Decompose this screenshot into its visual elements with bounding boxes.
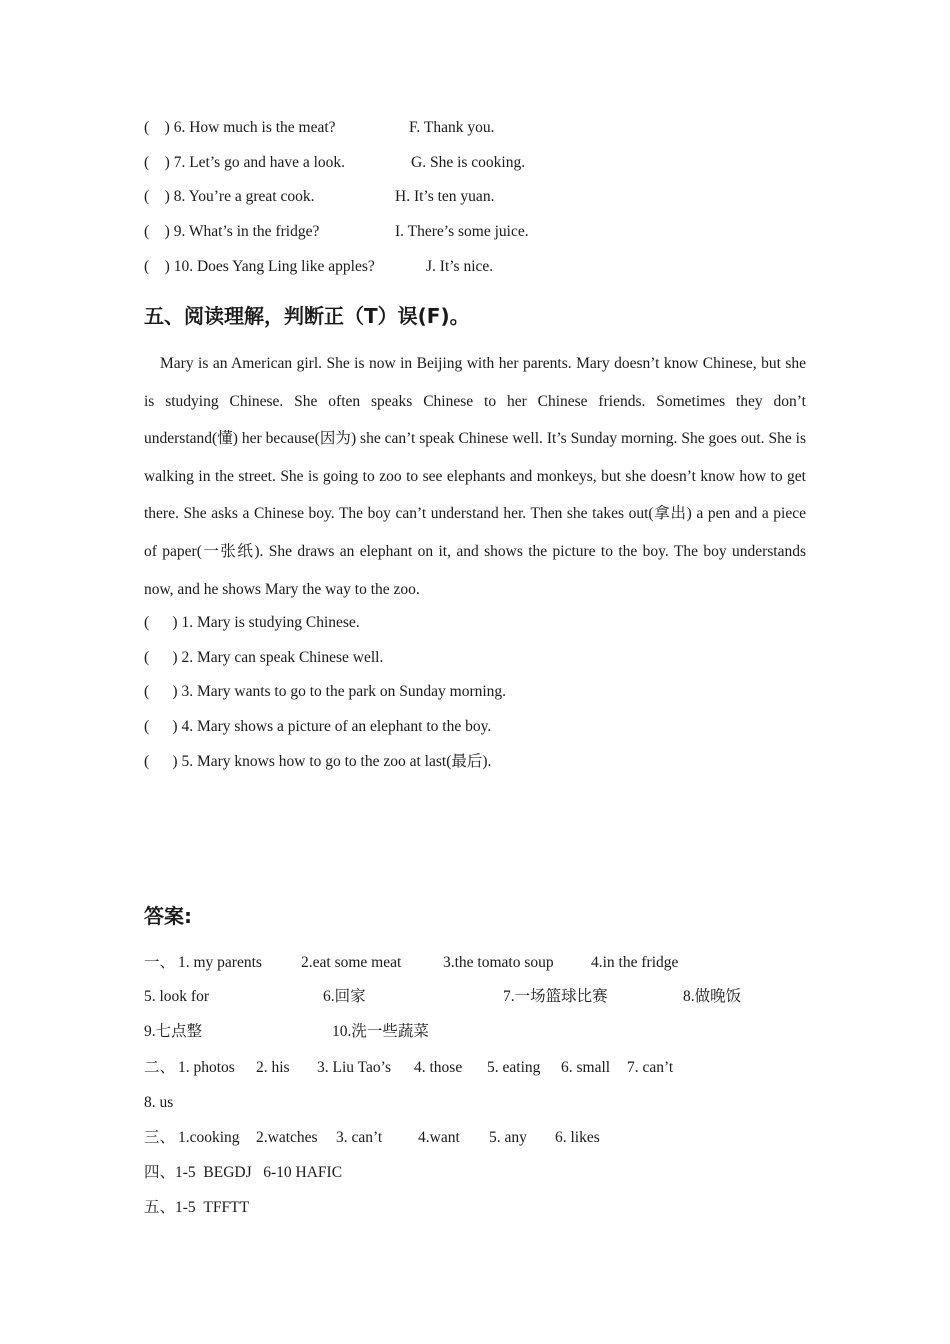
answer-item: 1. my parents [178, 954, 262, 971]
answer-item: 6. likes [555, 1129, 600, 1146]
answer-item: 2. his [256, 1059, 290, 1076]
matching-answer: I. There’s some juice. [395, 223, 529, 240]
matching-question: ( ) 7. Let’s go and have a look. [144, 154, 346, 171]
answer-item: 7. can’t [627, 1059, 674, 1076]
answer-item: 5. any [489, 1129, 527, 1146]
answer-item: 3. Liu Tao’s [317, 1059, 391, 1076]
answer-item: 4.want [418, 1129, 460, 1146]
matching-question: ( ) 10. Does Yang Ling like apples? [144, 258, 375, 275]
answer-item: 2.watches [256, 1129, 318, 1146]
answer-item: 1. photos [178, 1059, 235, 1076]
section5-title: 五、阅读理解，判断正（T）误(F)。 [144, 304, 470, 328]
answer-item: 3.the tomato soup [443, 954, 554, 971]
matching-question: ( ) 9. What’s in the fridge? [144, 223, 320, 240]
matching-answer: J. It’s nice. [426, 258, 494, 275]
answer-item: 10.洗一些蔬菜 [332, 1023, 429, 1040]
answer-item: 3. can’t [336, 1129, 383, 1146]
answer-item: 7.一场篮球比赛 [503, 988, 608, 1005]
answer-item: 5. look for [144, 988, 210, 1005]
answer-item: 4. those [414, 1059, 463, 1076]
matching-answer: H. It’s ten yuan. [395, 188, 495, 205]
tf-question: ( ) 2. Mary can speak Chinese well. [144, 649, 384, 666]
answers-section-5: 五、1-5 TFFTT [144, 1199, 250, 1216]
answer-item: 8.做晚饭 [683, 988, 742, 1005]
matching-answer: F. Thank you. [409, 119, 495, 136]
answer-prefix: 一、 [144, 954, 176, 971]
reading-passage: Mary is an American girl. She is now in Beijing with her parents. Mary doesn’t know Chinese, but she is studying Chinese. She often speaks Chinese to her Chinese friends. Sometimes they don’t understand(懂) her because(因为) she can’t speak Chinese well. It’s Sunday morning. She goes out. She is walking in the street. She is going to zoo to see elephants and monkeys, but she doesn’t know how to get there. She asks a Chinese boy. The boy can’t understand her. Then she takes out(拿出) a pen and a piece of paper(一张纸). She draws an elephant on it, and shows the picture to the boy. The boy understands now, and he shows Mary the way to the zoo. [144, 355, 806, 598]
tf-question: ( ) 5. Mary knows how to go to the zoo at last(最后). [144, 753, 492, 770]
matching-answer: G. She is cooking. [411, 154, 526, 171]
matching-question: ( ) 6. How much is the meat? [144, 119, 336, 136]
answer-item: 6.回家 [323, 988, 366, 1005]
answer-prefix: 三、 [144, 1129, 176, 1146]
tf-question: ( ) 4. Mary shows a picture of an elephant to the boy. [144, 718, 492, 735]
answer-item: 5. eating [487, 1059, 541, 1076]
answer-item: 4.in the fridge [591, 954, 679, 971]
answers-title: 答案: [144, 904, 192, 928]
answer-item: 6. small [561, 1059, 611, 1076]
answer-prefix: 二、 [144, 1059, 176, 1076]
answer-item: 2.eat some meat [301, 954, 402, 971]
answers-section-4: 四、1-5 BEGDJ 6-10 HAFIC [144, 1164, 343, 1181]
answer-item: 9.七点整 [144, 1023, 203, 1040]
answer-item: 1.cooking [178, 1129, 240, 1146]
matching-question: ( ) 8. You’re a great cook. [144, 188, 315, 205]
tf-question: ( ) 1. Mary is studying Chinese. [144, 614, 360, 631]
tf-question: ( ) 3. Mary wants to go to the park on Sunday morning. [144, 683, 507, 700]
answer-item: 8. us [144, 1094, 174, 1111]
